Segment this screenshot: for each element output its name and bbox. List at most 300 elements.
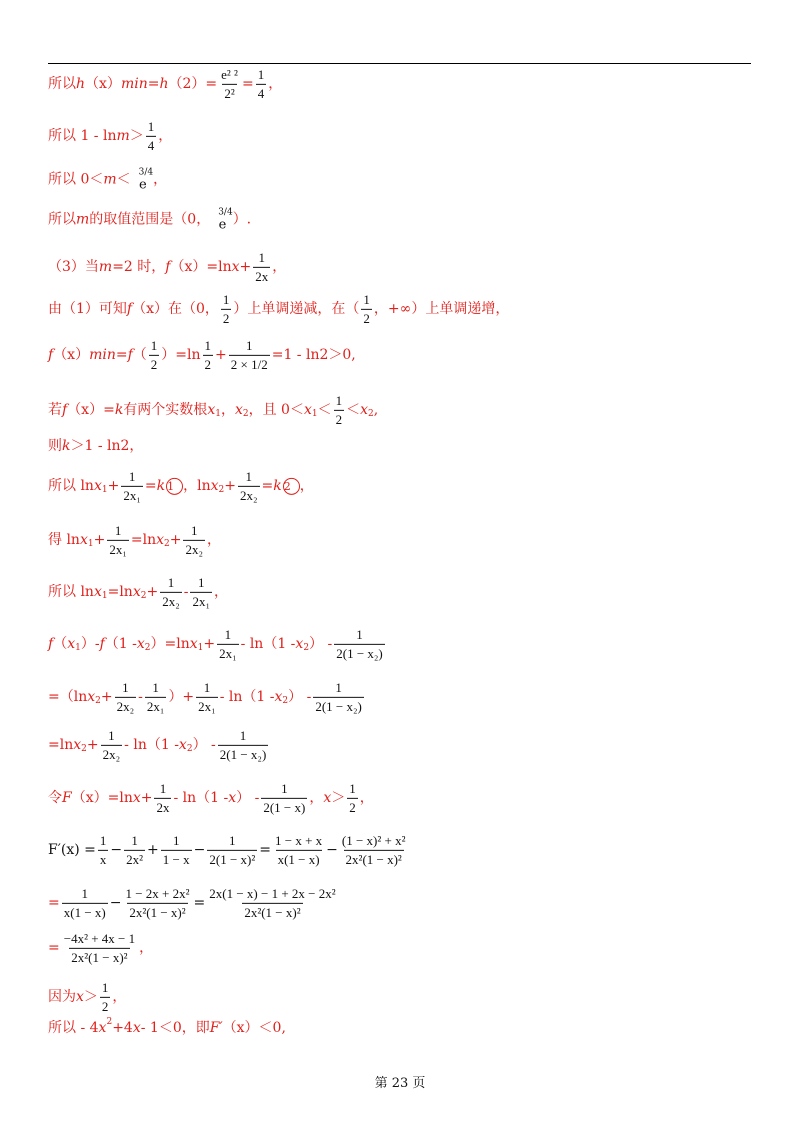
math-line [48,834,410,866]
text-run: （ [132,347,147,363]
base: e [218,217,227,233]
fraction [183,524,205,556]
fraction-denominator: 2 [222,310,230,326]
math-line [48,251,286,283]
power-expression [133,169,153,192]
text-run: 因为 [48,989,76,1005]
fraction-denominator: 2 × 1/2 [230,356,268,372]
fraction-denominator: 1 − x [162,851,190,867]
fraction-numerator: 1 [150,337,158,353]
text-run: （x） [85,76,121,92]
text-run: 令 [48,790,62,806]
text-run: x [303,402,312,418]
math-line [48,293,509,325]
exponent: 3/4 [218,207,233,218]
text-run: x [73,737,82,753]
subscript: 1 [101,484,108,495]
text-run: h [76,76,86,92]
fraction [261,782,307,814]
text-run: - ln（1 - [219,689,275,705]
text-run: F [62,790,72,806]
fraction-numerator: 1 [203,679,211,695]
fraction-numerator: 1 [245,468,252,484]
fraction-numerator: 1 [204,337,212,353]
fraction-denominator: 2 [204,356,212,372]
page-number: 第 23 页 [374,1076,426,1091]
fraction [334,628,385,660]
math-line [48,981,126,1013]
fraction-denominator: 2x₂ [116,698,135,714]
subscript: 2 [242,408,249,419]
text-run: x [136,636,145,652]
text-run: =1 - ln2＞0, [271,347,356,363]
text-run: 的取值范围是（0， [89,211,211,228]
text-run: ， [112,989,127,1005]
text-run: + [169,532,182,548]
fraction [121,470,143,502]
text-run: m [76,211,90,228]
math-line [48,782,374,814]
fraction [190,576,212,608]
text-run: ，+∞）上单调递增， [373,301,510,317]
math-line [48,576,228,608]
text-run: ， [139,940,154,956]
text-run: x [132,584,141,600]
fraction [160,576,182,608]
fraction-denominator: 2x²(1 − x)² [244,904,301,920]
text-run: ， [299,478,314,494]
text-run: 所以 [48,211,76,228]
text-run: ）+ [168,689,195,705]
fraction [238,470,260,502]
text-run: = [259,842,271,858]
fraction-numerator: 1 [258,249,265,265]
math-line [48,68,282,100]
fraction-denominator: 4 [147,137,155,153]
fraction [98,834,109,866]
text-run: 所以 ln [48,478,94,494]
text-run: f [99,636,105,652]
text-run: ， [268,76,283,92]
fraction-denominator: 2(1 − x₂) [315,698,362,714]
fraction-numerator: 1 [349,780,356,796]
text-run: x [234,402,243,418]
fraction-numerator: (1 − x)² + x² [341,832,406,848]
text-run: - [183,584,189,600]
text-run: （3）当 [48,259,99,275]
text-run: ， [309,790,324,806]
text-run: 有两个实数根 [123,402,208,418]
subscript: 1 [75,642,81,653]
text-run: - ln（1 - [124,737,179,753]
text-run: ）- [80,636,100,652]
text-run: 所以 - 4 [48,1020,99,1036]
text-run: ， [158,128,173,144]
fraction-numerator: 1 [147,118,155,134]
fraction [313,681,364,713]
text-run: min [120,76,148,92]
fraction-numerator: −4x² + 4x − 1 [63,930,136,946]
text-run: + [100,689,113,705]
fraction-denominator: x [99,851,107,867]
text-run: x [93,478,102,494]
header-rule [48,63,751,64]
circled-number: 1 [166,478,183,495]
text-run: - [138,689,143,705]
fraction-denominator: 2 [349,799,356,815]
fraction [256,68,267,100]
fraction [146,120,157,152]
fraction-denominator: 2 [101,998,109,1014]
text-run: 所以 [48,76,76,92]
text-run: x [79,532,88,548]
text-run: 由（1）可知 [48,301,127,317]
text-run: ） - [309,636,333,652]
fraction-numerator: 1 − x + x [274,832,323,848]
text-run: ， [214,584,229,600]
fraction [221,293,232,325]
math-line [48,339,356,371]
fraction-denominator: x(1 − x) [277,851,320,867]
subscript: 1 [311,408,318,419]
fraction-denominator: 2x₂ [239,487,258,503]
text-run: ＞ [129,128,144,144]
text-run: k [273,478,282,494]
text-run: ＜ [317,402,332,418]
text-run: + [215,347,227,363]
fraction [273,834,324,866]
fraction [207,887,337,919]
text-run: k [156,478,166,494]
fraction-numerator: 1 [131,832,138,848]
text-run: h [159,76,169,92]
text-run: + [203,636,216,652]
fraction-denominator: 2x²(1 − x)² [129,904,186,920]
fraction-numerator: 1 [281,780,288,796]
text-run: （x）= [67,402,115,418]
fraction [161,834,192,866]
subscript: 2 [95,695,101,706]
fraction [145,681,167,713]
text-run: （2）= [168,76,218,92]
fraction [218,729,269,761]
fraction-denominator: 2x₂ [102,746,121,762]
math-line [48,439,143,453]
fraction [149,339,160,371]
fraction-numerator: 1 [356,626,363,642]
text-run: - ln（1 - [173,790,229,806]
superscript: 2 [106,1016,113,1027]
text-run: ＜ [116,171,131,188]
text-run: x [323,790,332,806]
text-run: =ln [130,532,157,548]
fraction-denominator: 2x² [126,851,144,867]
fraction [347,782,358,814]
subscript: 2 [164,538,170,549]
text-run: 则 [48,438,62,454]
fraction-denominator: 2x [255,268,269,284]
subscript: 2 [303,642,310,653]
fraction-denominator: 2² [224,85,235,101]
text-run: F′ [209,1020,223,1036]
fraction-numerator: e² ² [221,66,238,82]
text-run: = [48,895,60,911]
fraction [334,394,345,426]
subscript: 1 [101,590,108,601]
text-run: , [373,402,379,418]
text-run: x [207,402,216,418]
text-run: ， [359,790,374,806]
math-line [48,628,387,660]
text-run: − [110,842,123,858]
fraction [361,293,372,325]
text-run: + [146,584,159,600]
fraction [101,729,123,761]
fraction-numerator: 1 [152,679,159,695]
text-run: （ [53,636,68,652]
text-run: =ln [107,584,133,600]
text-run: - 1＜0，即 [140,1020,210,1036]
fraction [154,782,171,814]
text-run: （x）=ln [71,790,133,806]
text-run: x [93,584,102,600]
fraction-numerator: 1 [335,392,343,408]
text-run: + [239,259,252,275]
fraction-denominator: 2x₂ [185,541,204,557]
text-run: ）=ln [161,347,201,363]
text-run: +4 [112,1020,133,1036]
text-run: ）. [232,211,252,228]
fraction-numerator: 1 [335,679,342,695]
fraction-numerator: 1 [122,679,129,695]
fraction-denominator: 2(1 − x₂) [219,746,267,762]
text-run: ＞ [331,790,346,806]
text-run: ＞ [83,989,98,1005]
subscript: 1 [87,538,94,549]
fraction-denominator: 2 [335,411,343,427]
exponent: 3/4 [138,167,154,178]
text-run: （x）在（0， [132,301,219,317]
fraction-numerator: 1 [128,468,136,484]
fraction-denominator: 2x₁ [109,541,127,557]
subscript: 1 [215,408,221,419]
fraction-denominator: 4 [257,85,265,101]
text-run: ）上单调递减，在（ [233,301,360,317]
text-run: f [48,636,54,652]
math-line [48,1016,286,1036]
text-run: m [103,171,117,188]
text-run: x [132,1020,141,1036]
fraction [340,834,408,866]
text-run: − [193,842,206,858]
fraction-numerator: 1 [363,291,370,307]
fraction-denominator: 2 [363,310,370,326]
text-run: ， [153,171,168,188]
fraction [207,834,257,866]
subscript: 2 [186,743,193,754]
power-expression [212,209,232,232]
fraction-numerator: 1 [114,522,122,538]
fraction-denominator: 2 [150,356,158,372]
base: e [139,177,147,193]
text-run: x [132,790,141,806]
text-run: （x） [53,347,90,363]
fraction-denominator: 2(1 − x) [263,799,306,815]
fraction [253,251,270,283]
text-run: f [62,402,68,418]
fraction [62,887,108,919]
fraction [203,339,214,371]
math-line [48,120,172,152]
text-run: x [295,636,304,652]
fraction-denominator: 2x₁ [123,487,141,503]
fraction-numerator: 1 [198,574,205,590]
text-run: 所以 1 - ln [48,128,117,144]
math-line [48,169,167,192]
text-run: （x）＜0, [222,1020,286,1036]
subscript: 2 [81,743,87,754]
subscript: 1 [197,642,204,653]
fraction-numerator: 1 [229,832,236,848]
fraction [62,932,137,964]
text-run: 得 ln [48,532,80,548]
fraction-numerator: 1 [222,291,230,307]
fraction-numerator: 1 [172,832,180,848]
text-run: = [261,478,274,494]
text-run: x [189,636,198,652]
fraction-numerator: 1 [108,727,115,743]
text-run: x [228,790,237,806]
fraction [100,981,111,1013]
fraction-denominator: 2x₁ [219,645,237,661]
text-run: ，且 0＜ [248,402,304,418]
math-line [48,681,366,713]
text-run: （x）=ln [170,259,232,275]
text-run: − [326,842,338,858]
fraction-numerator: 1 [191,522,198,538]
text-run: ， [272,259,287,275]
text-run: x [231,259,240,275]
fraction-denominator: 2x₁ [146,698,165,714]
text-run: + [93,532,106,548]
text-run: x [360,402,368,418]
subscript: 2 [140,590,147,601]
text-run: k [62,438,71,454]
fraction-numerator: 1 [99,832,107,848]
text-run: k [114,402,124,418]
text-run: f [165,259,171,275]
subscript: 2 [368,408,374,419]
text-run: ） - [192,737,216,753]
fraction [196,681,218,713]
text-run: ） - [288,689,312,705]
text-run: + [140,790,153,806]
text-run: + [86,737,99,753]
fraction-denominator: 2(1 − x₂) [336,645,383,661]
text-run: ＜ [346,402,361,418]
text-run: = [48,940,60,956]
fraction-numerator: 1 [81,885,88,901]
subscript: 2 [282,695,289,706]
text-run: - ln（1 - [240,636,296,652]
fraction [124,834,145,866]
fraction [229,339,270,371]
math-line [48,887,340,919]
text-run: ） - [236,790,260,806]
text-run: F′(x) = [48,842,96,858]
text-run: （1 - [104,636,137,652]
text-run: x [156,532,165,548]
fraction-numerator: 1 − 2x + 2x² [125,885,190,901]
fraction-denominator: 2x₂ [162,593,180,609]
text-run: x [76,989,84,1005]
fraction [123,887,191,919]
text-run: = [144,478,157,494]
text-run: x [67,636,76,652]
fraction [219,68,240,100]
text-run: ，ln [183,478,211,494]
text-run: = [241,76,254,92]
text-run: − [109,895,122,911]
fraction-denominator: 2x²(1 − x)² [345,851,402,867]
math-line [48,470,314,502]
text-run: x [178,737,187,753]
fraction-numerator: 1 [239,727,247,743]
fraction-numerator: 1 [167,574,175,590]
text-run: f [48,347,54,363]
subscript: 2 [218,484,225,495]
text-run: x [274,689,283,705]
text-run: f [126,301,133,317]
math-line [48,729,270,761]
fraction-numerator: 2x(1 − x) − 1 + 2x − 2x² [209,885,336,901]
fraction-numerator: 1 [101,979,109,995]
text-run: + [147,842,159,858]
text-run: =2 时， [112,259,166,275]
text-run: ＞1 - ln2， [70,438,144,454]
fraction-numerator: 1 [245,337,253,353]
text-run: ， [207,532,222,548]
text-run: =ln [48,737,74,753]
text-run: min [89,347,116,363]
text-run: = [193,895,206,911]
text-run: 所以 0＜ [48,171,104,188]
text-run: m [116,128,130,144]
fraction-numerator: 1 [159,780,167,796]
fraction-denominator: 2x₁ [198,698,216,714]
text-run: ， [220,402,235,418]
math-line [48,209,251,232]
fraction-denominator: x(1 − x) [63,904,106,920]
math-line [48,394,378,426]
fraction-numerator: 1 [224,626,232,642]
fraction-denominator: 2x₁ [192,593,211,609]
text-run: m [98,259,113,275]
text-run: + [224,478,236,494]
text-run: 若 [48,402,62,418]
fraction-denominator: 2x [156,799,170,815]
math-line [48,524,221,556]
text-run: 所以 ln [48,584,94,600]
subscript: 2 [144,642,151,653]
fraction [107,524,129,556]
text-run: x [87,689,96,705]
fraction-denominator: 2x²(1 − x)² [71,949,128,965]
fraction [217,628,239,660]
text-run: + [107,478,120,494]
text-run: ）=ln [150,636,190,652]
text-run: x [98,1020,107,1036]
